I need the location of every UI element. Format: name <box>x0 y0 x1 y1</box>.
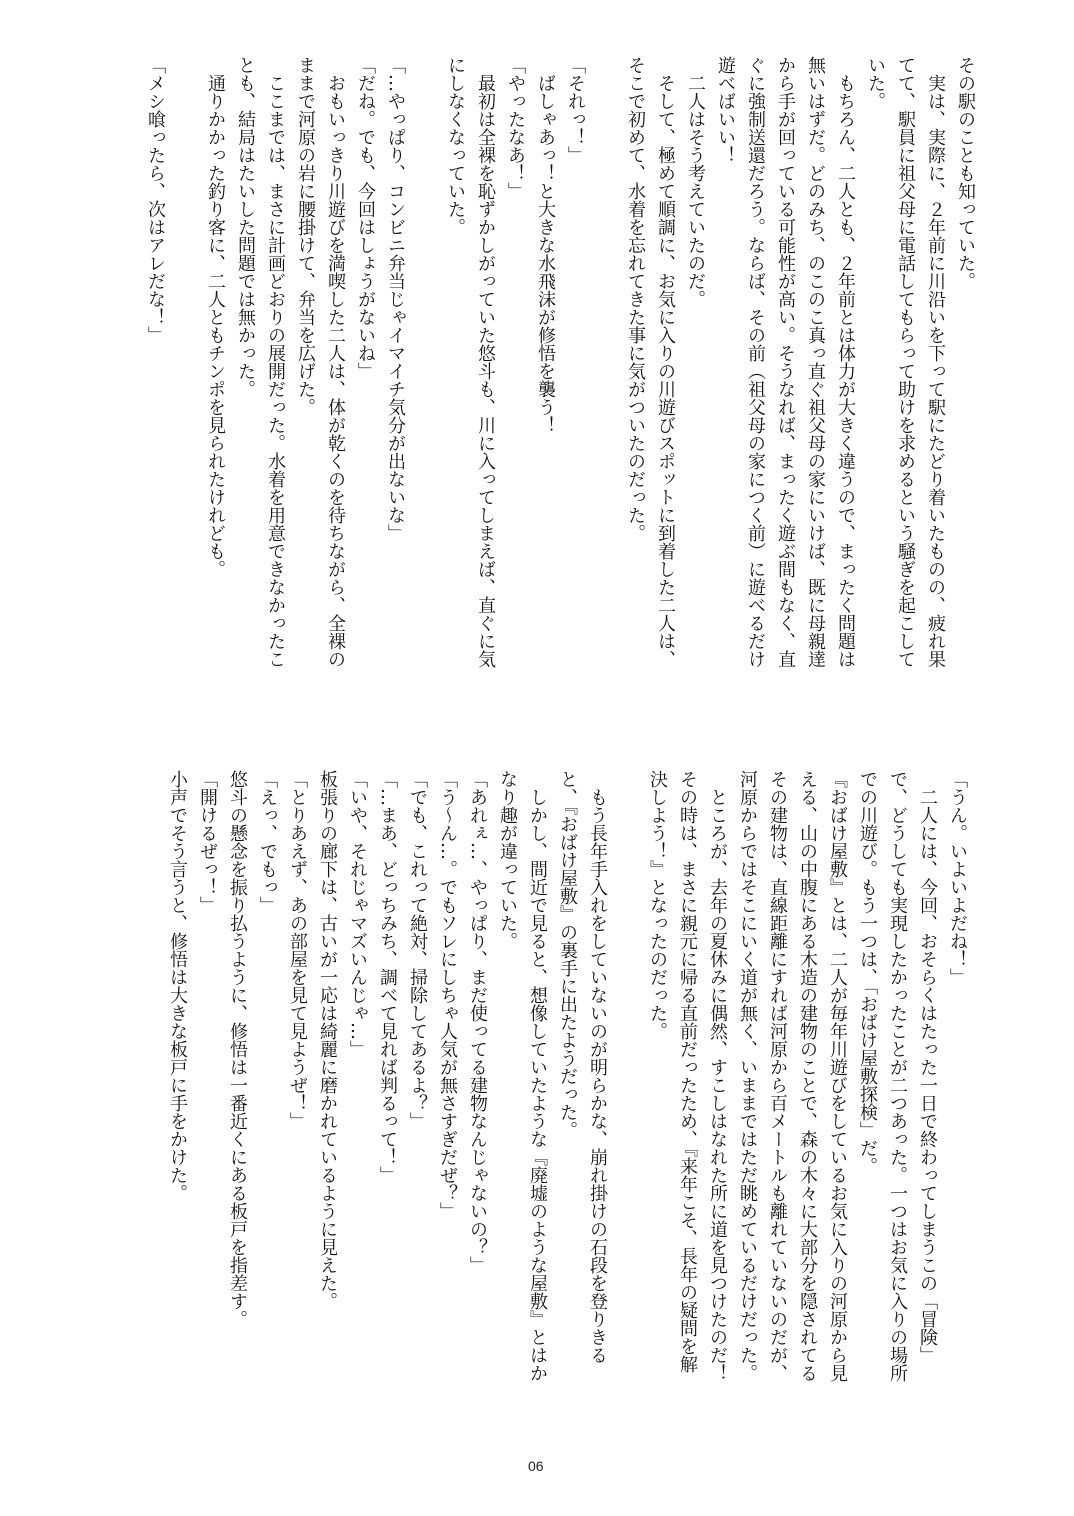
text-line: 「…まあ、どっちみち、調べて見れば判るって！」 <box>377 770 398 1184</box>
text-line: もう長年手入れをしていないのが明らかな、崩れ掛けの石段を登りきる <box>587 770 608 1364</box>
text-line: ぐに強制送還だろう。ならば、その前（祖父母の家につく前）に遊べるだけ <box>745 56 766 668</box>
text-line: ばしゃあっ！と大きな水飛沫が修悟を襲う！ <box>535 56 556 434</box>
text-line: 実は、実際に、２年前に川沿いを下って駅にたどり着いたものの、疲れ果 <box>925 56 946 668</box>
text-line: 二人には、今回、おそらくはたった一日で終わってしまうこの「冒険」 <box>917 770 938 1364</box>
text-line: 「それっ！」 <box>565 56 586 164</box>
text-line <box>410 56 440 656</box>
text-line: なり趣が違っていた。 <box>497 770 518 950</box>
text-line: ところが、去年の夏休みに偶然、すこしはなれた所に道を見つけたのだ！ <box>707 770 728 1382</box>
text-line: 無いはずだ。どのみち、のこのこ真っ直ぐ祖父母の家にいけば、既に母親達 <box>805 56 826 668</box>
text-line: 板張りの廊下は、古いが一応は綺麗に磨かれているように見えた。 <box>317 770 338 1310</box>
text-line: 「でも、これって絶対、掃除してあるよ？」 <box>407 770 428 1130</box>
text-line: その建物は、直線距離にすれば河原から百メートルも離れていないのだが、 <box>767 770 788 1382</box>
text-line: 「いや、それじゃマズいんじゃ…」 <box>347 770 368 1058</box>
text-line: 「う～ん…。でもソレにしちゃ人気が無さすぎだぜ？」 <box>437 770 458 1220</box>
text-line: そこで初めて、水着を忘れてきた事に気がついたのだった。 <box>625 56 646 542</box>
text-line <box>170 56 200 656</box>
text-line: ままで河原の岩に腰掛けて、弁当を広げた。 <box>295 56 316 416</box>
text-line: ここまでは、まさに計画どおりの展開だった。水着を用意できなかったこ <box>265 56 286 668</box>
text-line: での川遊び。もう一つは、「おばけ屋敷探検」だ。 <box>857 770 878 1175</box>
text-line: もちろん、二人とも、２年前とは体力が大きく違うので、まったく問題は <box>835 56 856 668</box>
text-line: から手が回っている可能性が高い。そうなれば、まったく遊ぶ間もなく、直 <box>775 56 796 668</box>
text-line: 「…やっぱり、コンビニ弁当じゃイマイチ気分が出ないな」 <box>385 56 406 542</box>
text-line: その時は、まさに親元に帰る直前だったため、『来年こそ、長年の疑問を解 <box>677 770 698 1373</box>
text-line: 「えっ、でもっ」 <box>257 770 278 914</box>
text-line: いた。 <box>865 56 886 110</box>
text-line: と、『おばけ屋敷』の裏手に出たようだった。 <box>557 770 578 1139</box>
text-line: 「やったなあ！」 <box>505 56 526 200</box>
text-line: 『おばけ屋敷』とは、二人が毎年川遊びをしているお気に入りの河原から見 <box>827 770 848 1382</box>
top-text-block <box>140 56 980 668</box>
text-line: 河原からではそこにいく道が無く、いままではただ眺めているだけだった。 <box>737 770 758 1382</box>
text-line: しかし、間近で見ると、想像していたような『廃墟のような屋敷』とはか <box>527 770 548 1382</box>
text-line: 最初は全裸を恥ずかしがっていた悠斗も、川に入ってしまえば、直ぐに気 <box>475 56 496 668</box>
text-line: で、どうしても実現したかったことが二つあった。一つはお気に入りの場所 <box>887 770 908 1382</box>
bottom-text-block <box>162 770 972 1382</box>
text-line: とも、結局はたいした問題では無かった。 <box>235 56 256 398</box>
text-line: 通りかかった釣り客に、二人ともチンポを見られたけれども。 <box>205 56 226 578</box>
text-line: 「メシ喰ったら、次はアレだな！」 <box>145 56 166 344</box>
text-line: にしなくなっていた。 <box>445 56 466 236</box>
text-line <box>590 56 620 656</box>
text-line: 決しよう！』となったのだった。 <box>647 770 668 1040</box>
text-line: 「あれぇ…、やっぱり、まだ使ってる建物なんじゃないの？」 <box>467 770 488 1274</box>
text-line: その駅のことも知っていた。 <box>955 56 976 290</box>
text-line: てて、駅員に祖父母に電話してもらって助けを求めるという騒ぎを起こして <box>895 56 916 668</box>
text-line <box>612 770 642 1370</box>
text-line: 悠斗の懸念を振り払うように、修悟は一番近くにある板戸を指差す。 <box>227 770 248 1328</box>
text-line: 「開けるぜっ！」 <box>197 770 218 914</box>
text-line: 二人はそう考えていたのだ。 <box>685 56 706 308</box>
text-line: 「とりあえず、あの部屋を見て見ようぜ！」 <box>287 770 308 1130</box>
text-line: 「うん。いよいよだね！」 <box>947 770 968 986</box>
text-line: 遊べばいい！ <box>715 56 736 164</box>
text-line: そして、極めて順調に、お気に入りの川遊びスポットに到着した二人は、 <box>655 56 676 668</box>
text-line: える、山の中腹にある木造の建物のことで、森の木々に大部分を隠されてる <box>797 770 818 1382</box>
text-line: 「だね。でも、今回はしょうがないね」 <box>355 56 376 380</box>
page-number: 06 <box>528 1458 544 1474</box>
text-line: 小声でそう言うと、修悟は大きな板戸に手をかけた。 <box>167 770 188 1202</box>
text-line: おもいっきり川遊びを満喫した二人は、体が乾くのを待ちながら、全裸の <box>325 56 346 668</box>
